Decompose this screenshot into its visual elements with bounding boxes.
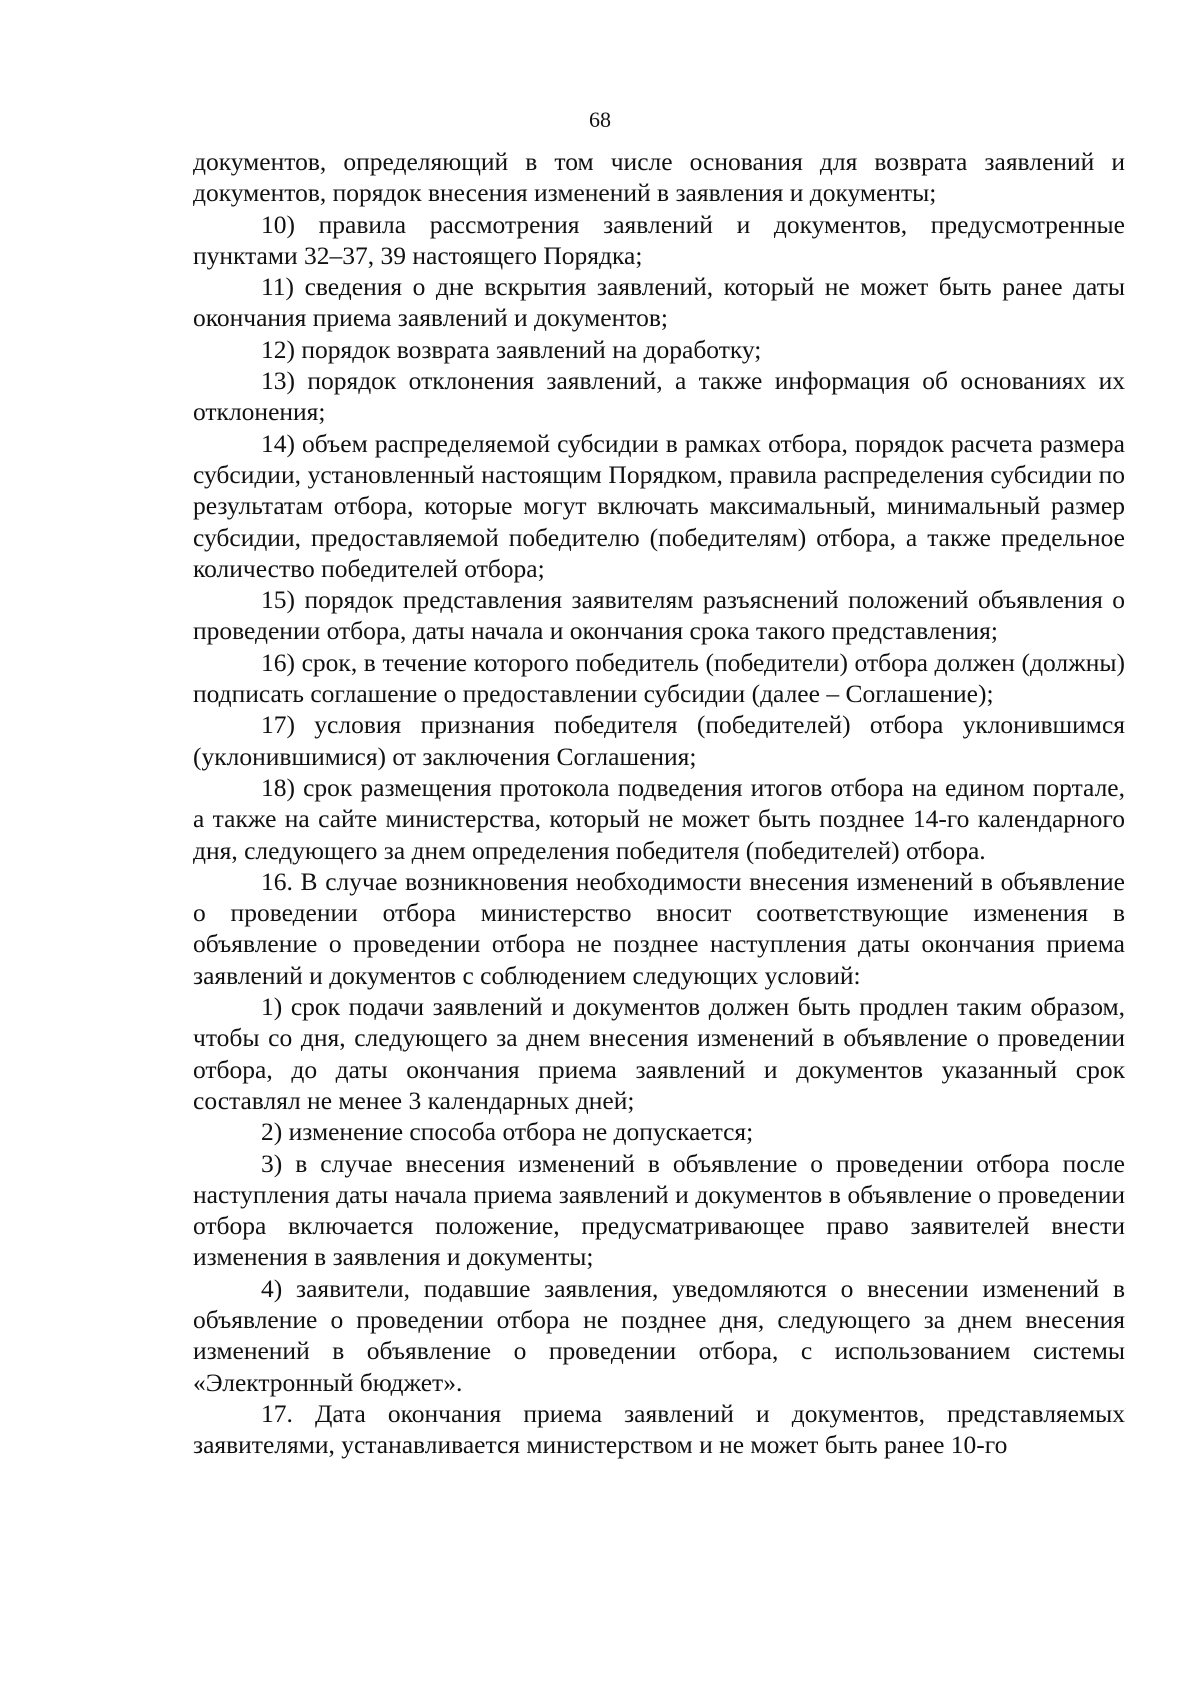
paragraph-item-11: 11) сведения о дне вскрытия заявлений, который не может быть ранее даты окончания приема заявлений и документов; [193,272,1125,333]
paragraph-clause-17: 17. Дата окончания приема заявлений и документов, представляемых заявителями, устанавливается министерством и не может быть ранее 10-го [193,1398,1125,1460]
paragraph-item-17: 17) условия признания победителя (победителей) отбора уклонившимся (уклонившимися) от заключения Соглашения; [193,710,1125,771]
paragraph-item-18: 18) срок размещения протокола подведения итогов отбора на едином портале, а также на сайте министерства, который не может быть позднее 14-го календарного дня, следующего за днем определения победителя (победителей) отбора. [193,772,1125,865]
paragraph-item-10: 10) правила рассмотрения заявлений и документов, предусмотренные пунктами 32–37, 39 настоящего Порядка; [193,209,1125,270]
paragraph-condition-4: 4) заявители, подавшие заявления, уведомляются о внесении изменений в объявление о проведении отбора не позднее дня, следующего за днем внесения изменений в объявление о проведении отбора, с использованием системы «Электронный бюджет». [193,1273,1125,1397]
paragraph-item-14: 14) объем распределяемой субсидии в рамках отбора, порядок расчета размера субсидии, установленный настоящим Порядком, правила распределения субсидии по результатам отбора, которые могут включать максимальный, минимальный размер субсидии, предоставляемой победителю (победителям) отбора, а также предельное количество победителей отбора; [193,428,1125,583]
paragraph-continuation: документов, определяющий в том числе основания для возврата заявлений и документов, порядок внесения изменений в заявления и документы; [193,147,1125,208]
paragraph-clause-16: 16. В случае возникновения необходимости внесения изменений в объявление о проведении отбора министерство вносит соответствующие изменения в объявление о проведении отбора не позднее наступления даты окончания приема заявлений и документов с соблюдением следующих условий: [193,866,1125,990]
paragraph-condition-3: 3) в случае внесения изменений в объявление о проведении отбора после наступления даты начала приема заявлений и документов в объявление о проведении отбора включается положение, предусматривающее право заявителей внести изменения в заявления и документы; [193,1148,1125,1272]
page-number: 68 [589,107,611,132]
paragraph-item-16: 16) срок, в течение которого победитель (победители) отбора должен (должны) подписать соглашение о предоставлении субсидии (далее – Соглашение); [193,647,1125,709]
paragraph-condition-2: 2) изменение способа отбора не допускается; [261,1117,754,1147]
paragraph-item-15: 15) порядок представления заявителям разъяснений положений объявления о проведении отбора, даты начала и окончания срока такого представления; [193,585,1125,646]
document-body [193,146,1125,1460]
paragraph-condition-1: 1) срок подачи заявлений и документов должен быть продлен таким образом, чтобы со дня, следующего за днем внесения изменений в объявление о проведении отбора, до даты окончания приема заявлений и документов указанный срок составлял не менее 3 календарных дней; [193,992,1125,1115]
paragraph-item-13: 13) порядок отклонения заявлений, а также информация об основаниях их отклонения; [193,366,1125,427]
paragraph-item-12: 12) порядок возврата заявлений на доработку; [261,334,762,364]
